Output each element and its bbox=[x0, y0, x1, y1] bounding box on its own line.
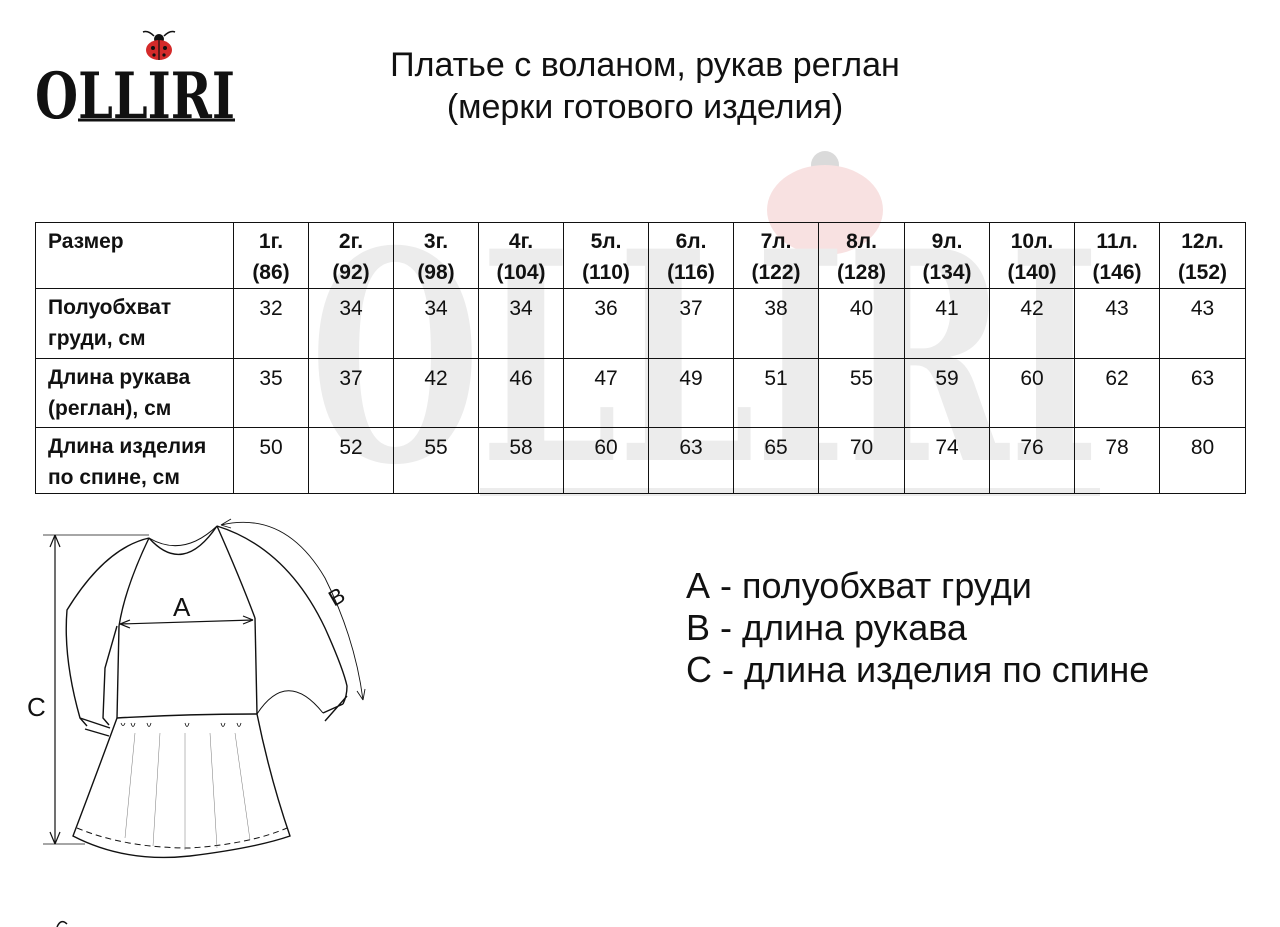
table-row bbox=[36, 428, 1246, 494]
table-cell: 37 bbox=[309, 359, 394, 428]
table-cell: 55 bbox=[394, 428, 479, 494]
table-cell: 43 bbox=[1075, 289, 1160, 359]
table-cell: 42 bbox=[394, 359, 479, 428]
label-a: A bbox=[173, 592, 191, 622]
table-cell: 80 bbox=[1160, 428, 1246, 494]
size-header-7: 7л. (122) bbox=[734, 223, 819, 289]
legend-a: А - полуобхват груди bbox=[686, 565, 1032, 606]
size-header-10: 10л. (140) bbox=[990, 223, 1075, 289]
table-cell: 38 bbox=[734, 289, 819, 359]
table-cell: 58 bbox=[479, 428, 564, 494]
table-cell: 63 bbox=[1160, 359, 1246, 428]
table-cell: 52 bbox=[309, 428, 394, 494]
size-header-4: 4г. (104) bbox=[479, 223, 564, 289]
size-header-6: 6л. (116) bbox=[649, 223, 734, 289]
table-cell: 78 bbox=[1075, 428, 1160, 494]
table-cell: 46 bbox=[479, 359, 564, 428]
row-label-sleeve: Длина рукава (реглан), см bbox=[36, 359, 234, 428]
table-cell: 47 bbox=[564, 359, 649, 428]
table-cell: 34 bbox=[309, 289, 394, 359]
label-c: C bbox=[27, 692, 46, 722]
size-header-11: 11л. (146) bbox=[1075, 223, 1160, 289]
table-cell: 34 bbox=[394, 289, 479, 359]
title-line-1: Платье с воланом, рукав реглан bbox=[390, 46, 900, 84]
table-cell: 60 bbox=[564, 428, 649, 494]
page-title bbox=[300, 44, 990, 128]
table-header-row bbox=[36, 223, 1246, 289]
svg-text:OLLIRI: OLLIRI bbox=[310, 189, 1100, 529]
table-cell: 55 bbox=[819, 359, 905, 428]
table-cell: 43 bbox=[1160, 289, 1246, 359]
size-header-5: 5л. (110) bbox=[564, 223, 649, 289]
corner-label: Размер bbox=[36, 223, 234, 289]
table-cell: 59 bbox=[905, 359, 990, 428]
table-cell: 34 bbox=[479, 289, 564, 359]
table-cell: 49 bbox=[649, 359, 734, 428]
measurement-legend bbox=[686, 565, 1149, 691]
svg-text:OLLIRI: OLLIRI bbox=[35, 59, 235, 134]
size-header-1: 1г. (86) bbox=[234, 223, 309, 289]
brand-logo bbox=[30, 28, 245, 134]
table-cell: 76 bbox=[990, 428, 1075, 494]
label-b: B bbox=[324, 582, 350, 612]
table-cell: 50 bbox=[234, 428, 309, 494]
table-cell: 74 bbox=[905, 428, 990, 494]
table-cell: 60 bbox=[990, 359, 1075, 428]
table-cell: 63 bbox=[649, 428, 734, 494]
row-label-chest: Полуобхват груди, см bbox=[36, 289, 234, 359]
ladybug-icon bbox=[143, 32, 175, 61]
size-header-2: 2г. (92) bbox=[309, 223, 394, 289]
size-header-3: 3г. (98) bbox=[394, 223, 479, 289]
legend-c: С - длина изделия по спине bbox=[686, 649, 1150, 690]
size-header-9: 9л. (134) bbox=[905, 223, 990, 289]
legend-b: В - длина рукава bbox=[686, 607, 967, 648]
table-cell: 36 bbox=[564, 289, 649, 359]
title-line-2: (мерки готового изделия) bbox=[446, 88, 844, 126]
table-cell: 70 bbox=[819, 428, 905, 494]
table-cell: 51 bbox=[734, 359, 819, 428]
table-cell: 32 bbox=[234, 289, 309, 359]
size-table bbox=[35, 222, 1246, 494]
dress-sketch bbox=[25, 518, 385, 863]
table-row bbox=[36, 359, 1246, 428]
table-cell: 41 bbox=[905, 289, 990, 359]
table-cell: 40 bbox=[819, 289, 905, 359]
table-cell: 65 bbox=[734, 428, 819, 494]
table-row bbox=[36, 289, 1246, 359]
edge-mark bbox=[55, 918, 69, 927]
table-cell: 35 bbox=[234, 359, 309, 428]
size-header-12: 12л. (152) bbox=[1160, 223, 1246, 289]
size-header-8: 8л. (128) bbox=[819, 223, 905, 289]
table-cell: 62 bbox=[1075, 359, 1160, 428]
table-cell: 37 bbox=[649, 289, 734, 359]
row-label-length: Длина изделия по спине, см bbox=[36, 428, 234, 494]
table-cell: 42 bbox=[990, 289, 1075, 359]
